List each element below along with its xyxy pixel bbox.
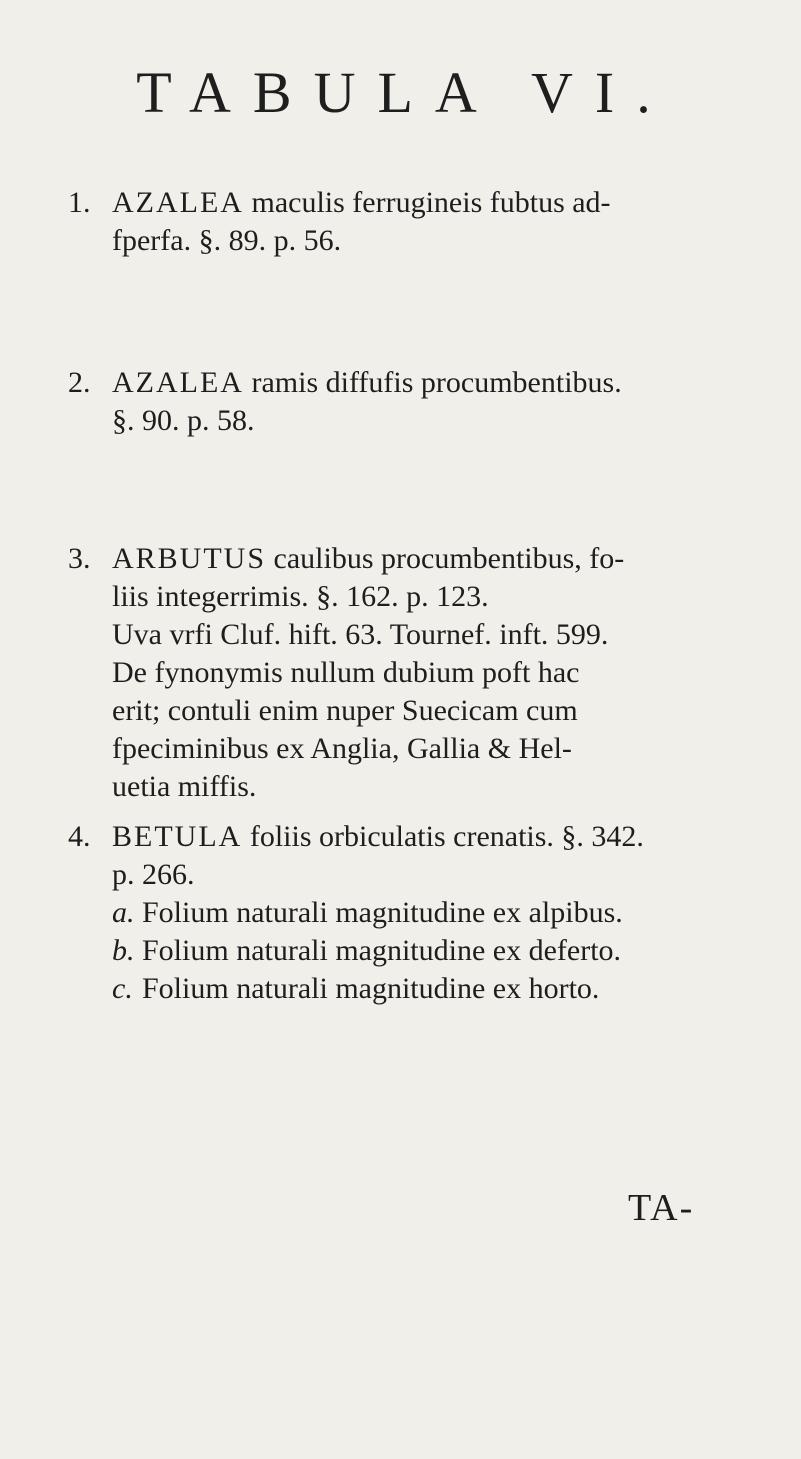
genus-name: ARBUTUS bbox=[112, 542, 267, 575]
entry-number: 1. bbox=[68, 186, 91, 219]
entry-number: 4. bbox=[68, 820, 91, 853]
item-label: a. bbox=[112, 896, 135, 929]
item-label: b. bbox=[112, 934, 135, 967]
entry-text: uetia miffis. bbox=[112, 770, 257, 803]
genus-name: BETULA bbox=[112, 820, 243, 853]
item-text: Folium naturali magnitudine ex deferto. bbox=[142, 934, 622, 967]
entry-text: fperfa. §. 89. p. 56. bbox=[112, 224, 342, 257]
entry-text: erit; contuli enim nuper Suecicam cum bbox=[112, 694, 578, 727]
entry-betula bbox=[68, 818, 768, 1008]
list-item bbox=[68, 970, 768, 1008]
list-item bbox=[68, 894, 768, 932]
item-text: Folium naturali magnitudine ex horto. bbox=[142, 972, 600, 1005]
entry-number: 3. bbox=[68, 542, 91, 575]
entry-number: 2. bbox=[68, 366, 91, 399]
entry-text: caulibus procumbentibus, fo- bbox=[273, 542, 625, 575]
genus-name: AZALEA bbox=[112, 186, 244, 219]
entry-text: ramis diffufis procumbentibus. bbox=[251, 366, 622, 399]
entry-text: §. 90. p. 58. bbox=[112, 404, 255, 437]
entry-first-line bbox=[68, 540, 768, 578]
entry-text: foliis orbiculatis crenatis. §. 342. bbox=[249, 820, 644, 853]
entry-azalea-2 bbox=[68, 364, 768, 440]
item-label: c. bbox=[112, 972, 133, 1005]
item-text: Folium naturali magnitudine ex alpibus. bbox=[142, 896, 623, 929]
catchword: TA- bbox=[628, 1187, 695, 1229]
entry-first-line bbox=[68, 818, 768, 856]
list-item bbox=[68, 932, 768, 970]
entry-azalea-1 bbox=[68, 184, 768, 260]
genus-name: AZALEA bbox=[112, 366, 244, 399]
entry-text: Uva vrfi Cluf. hift. 63. Tournef. inft. 599. bbox=[112, 618, 609, 651]
entry-first-line bbox=[68, 364, 768, 402]
entry-arbutus bbox=[68, 540, 768, 806]
page-title: TABULA VI. bbox=[136, 60, 673, 125]
entry-text: De fynonymis nullum dubium poft hac bbox=[112, 656, 580, 689]
entry-text: maculis ferrugineis fubtus ad- bbox=[251, 186, 611, 219]
entry-text: liis integerrimis. §. 162. p. 123. bbox=[112, 580, 489, 613]
entry-text: p. 266. bbox=[112, 858, 195, 891]
entry-first-line bbox=[68, 184, 768, 222]
entry-text: fpeciminibus ex Anglia, Gallia & Hel- bbox=[112, 732, 572, 765]
